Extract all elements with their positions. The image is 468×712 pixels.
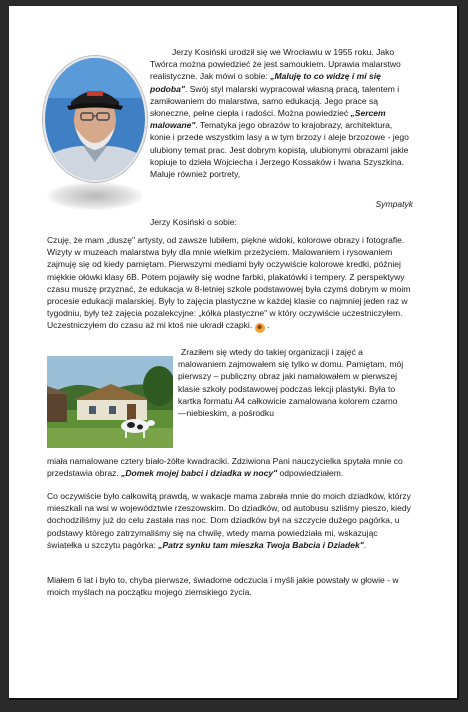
- paragraph-3-end: .: [363, 539, 367, 550]
- about-heading: Jerzy Kosiński o sobie:: [150, 217, 237, 227]
- artist-portrait-photo: [43, 56, 147, 182]
- farm-painting-image: [47, 356, 173, 448]
- portrait-illustration: [45, 58, 145, 180]
- paragraph-2-text: miała namalowane cztery biało-żółte kwadraciki. Zdziwiona Pani nauczycielka spytała mnie co przedstawia obraz.: [47, 456, 403, 479]
- paragraph-4: Miałem 6 lat i było to, chyba pierwsze, świadome odczucia i myśli jakie powstały w głowie - w moich myślach na początku mojego ziemskiego życia.: [47, 575, 399, 598]
- intro-text-1: Jerzy Kosiński urodził się we Wrocławiu w 1955 roku. Jako Twórca można powiedzieć że jest samoukiem. Uprawia malarstwo realistyczne. Jak mówi o sobie:: [150, 47, 401, 82]
- signature: Sympatyk: [375, 199, 413, 209]
- paragraph-1: [47, 234, 413, 333]
- portrait-shadow: [47, 182, 143, 210]
- document-page: [9, 6, 459, 700]
- intro-quote-2: „Sercem malowane": [150, 108, 386, 131]
- farm-painting-illustration: [47, 356, 173, 448]
- paragraph-3-text: Co oczywiście było całkowitą prawdą, w wakacje mama zabrała mnie do moich dziadków, którzy mieszkali na wsi w województwie rzeszowskim. Do dziadków, od autobusu szliśmy pieszo, kiedy dochodziliśmy już do celu zastała nas noc. Dom dziadków był na szczycie dużego pagórka, u podstawy którego zatrzymaliśmy się na chwilę, wtedy mama powiedziała mi, wskazując światełka u szczytu pagórka:: [47, 491, 411, 550]
- intro-text-3: . Tematyka jego obrazów to krajobrazy, architektura, konie i przede wszystkim lasy a w tym brzozy i aleje brzozowe - jego ulubiony temat prac. Jest dobrym kopistą, ulubionymi obrazami jakie kopiuje to dzieła Wojciecha i Jerzego Kossaków i Iwana Szyszkina. Maluje również portrety,: [150, 120, 409, 180]
- intro-paragraph: [150, 46, 413, 180]
- paragraph-2-continued: [47, 455, 413, 479]
- paragraph-2-quote: „Domek mojej babci i dziadka w nocy": [121, 468, 278, 479]
- paragraph-1-text: Czuję, że mam „duszę" artysty, od zawsze lubiłem, piękne widoki, kolorowe obrazy i fotografie. Wizyty w muzeach malarstwa były dla mnie wielkim przeżyciem. Malowaniem i rysowaniem zajmuję się od kiedy pamiętam. Pierwszymi mediami były oczywiście kolorowe kredki, później miękkie ołówki klasy 6B. Potem pojawiły się wodne farbki, plakatówki i tempery. Z perspektywy czasu muszę przyznać, że edukacja w 8-letniej szkole podstawowej była czymś dobrym w moim procesie edukacji malarskiej. Były to zajęcia plastyczne w każdej klasie co najmniej jeden raz w tygodniu, były też zajęcia pozalekcyjne: „kółka plastyczne" w który oczywiście uczestniczyłem. Uczestniczyłem do czasu aż mi ktoś nie ukradł czapki.: [47, 235, 411, 331]
- paragraph-3: [47, 490, 413, 551]
- paragraph-2-end: odpowiedziałem.: [277, 468, 344, 479]
- paragraph-3-quote: „Patrz synku tam mieszka Twoja Babcia i Dziadek": [158, 539, 364, 550]
- smiley-emoji-icon: ☻: [255, 324, 264, 332]
- paragraph-2-wrapped: Zraziłem się wtedy do takiej organizacji i zajęć a malowaniem zajmowałem się tylko w domu. Pamiętam, mój pierwszy – publiczny obraz jaki namalowałem w pierwszej klasie szkoły podstawowej podczas lekcji plastyki. Była to kartka formatu A4 całkowicie zamalowana kolorem czarno—niebieskim, a pośrodku: [178, 347, 404, 419]
- paragraph-1-end: .: [264, 320, 270, 331]
- intro-text-2: . Swój styl malarski wypracował własną pracą, talentem i zamiłowaniem do malarstwa, samo edukacją. Jego prace są słoneczne, pełne ciepła i radości. Można powiedzieć: [150, 83, 400, 119]
- intro-quote-1: „Maluję to co widzę i mi się podoba": [150, 71, 381, 94]
